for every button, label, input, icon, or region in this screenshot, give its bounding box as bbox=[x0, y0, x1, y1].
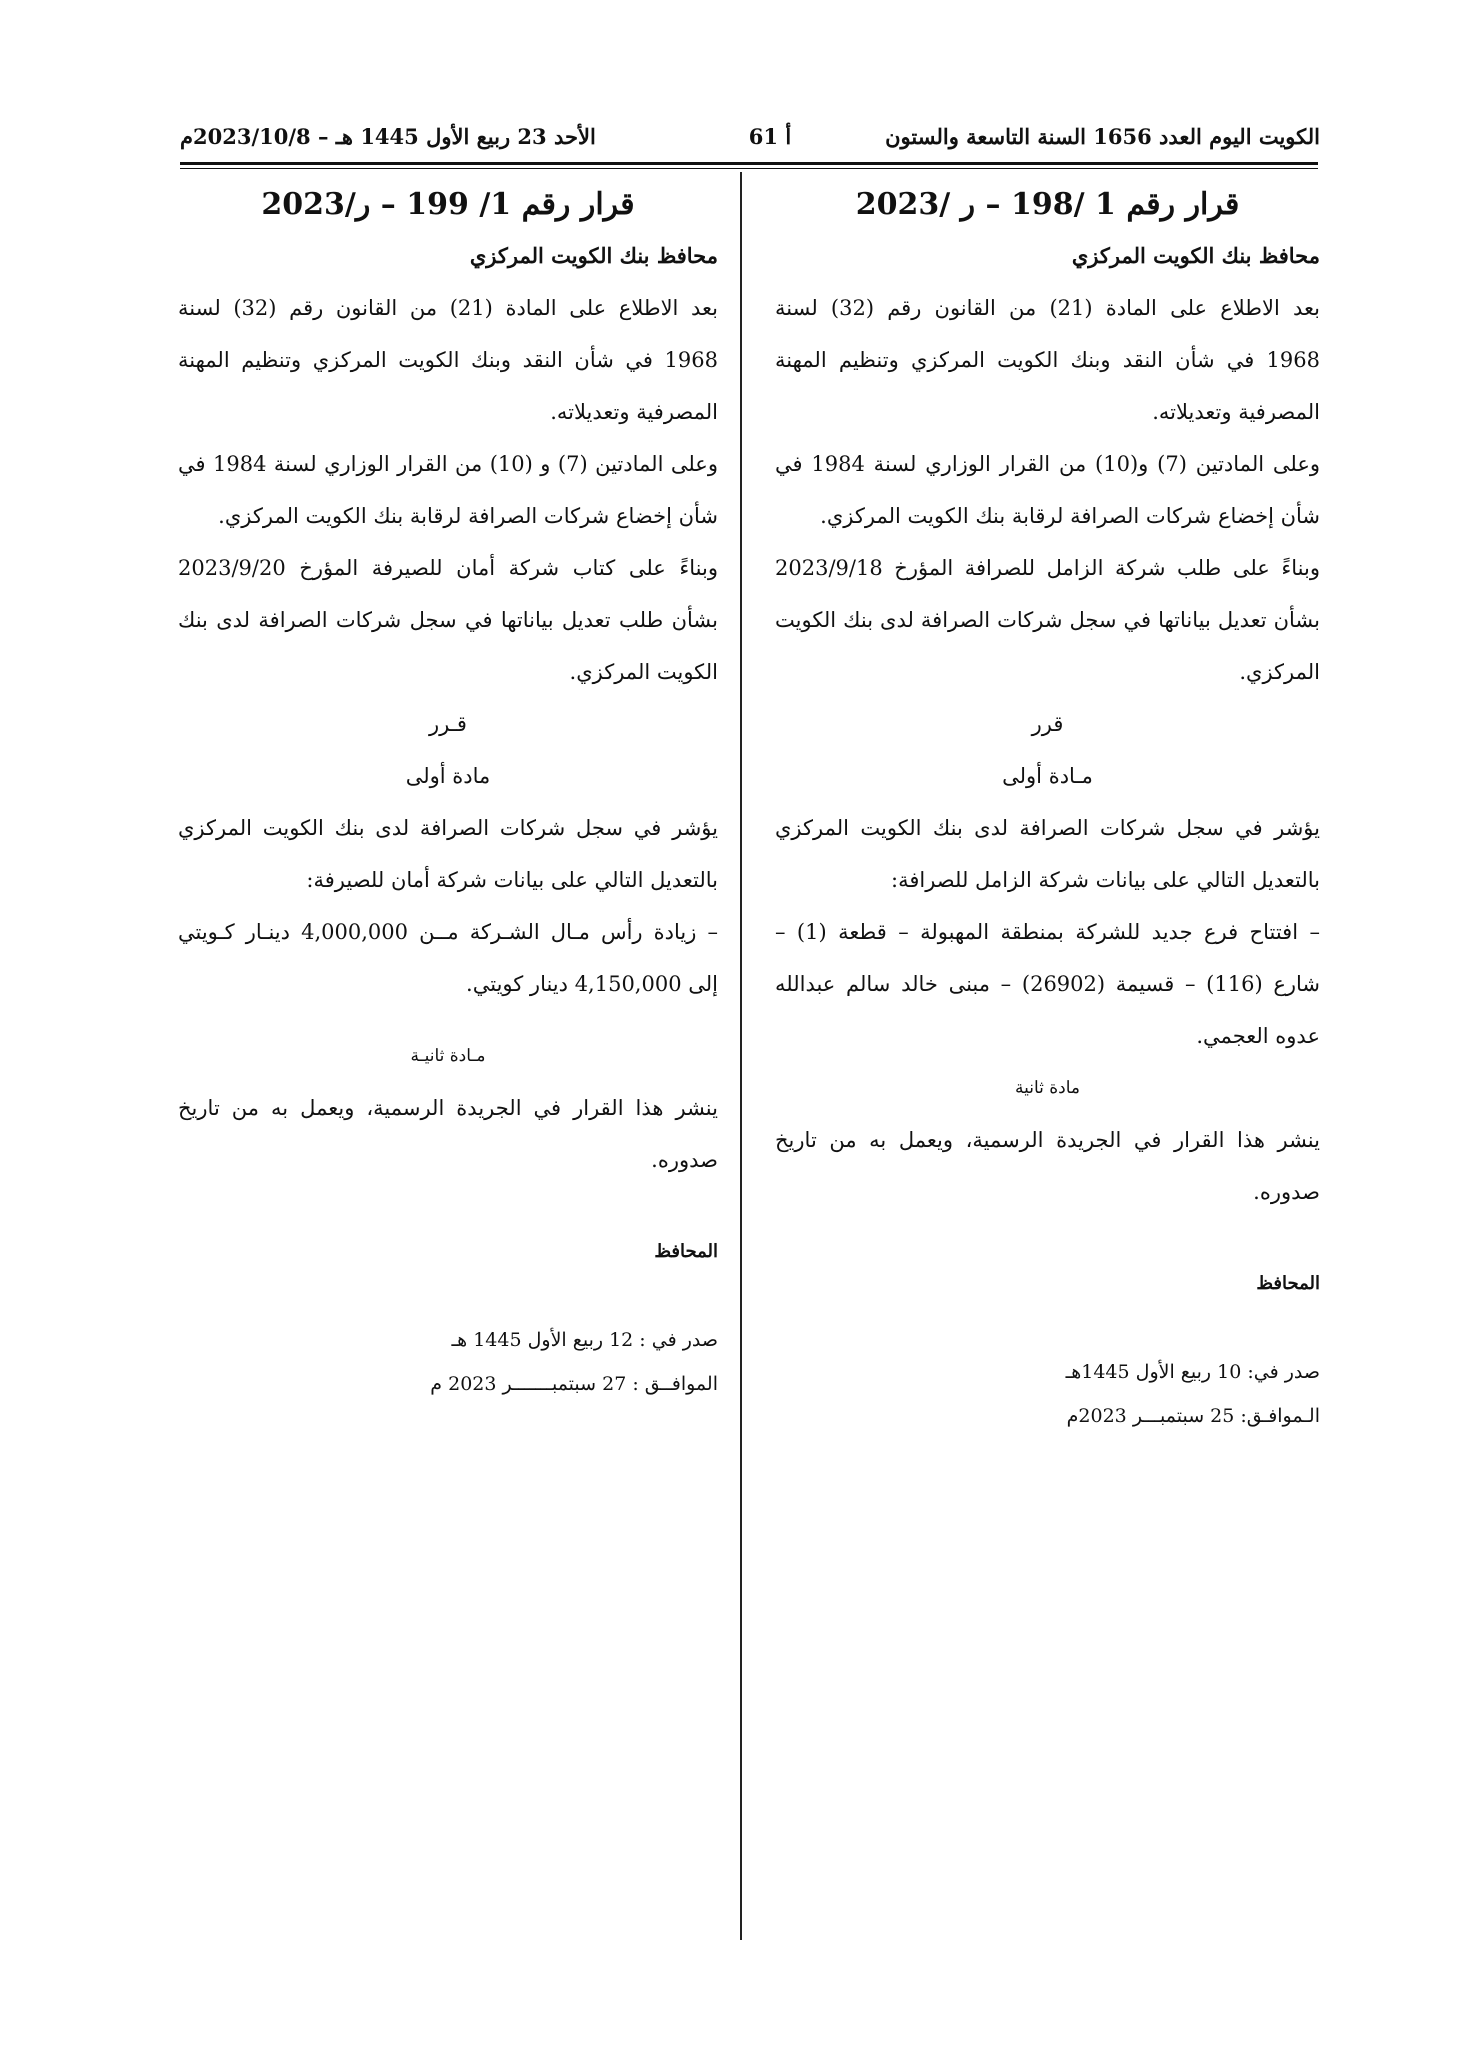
article-1-body: يؤشر في سجل شركات الصرافة لدى بنك الكويت المركزي بالتعديل التالي على بيانات شركة الزامل للصرافة: bbox=[775, 816, 1320, 892]
preamble-paragraph-2: وعلى المادتين (7) و (10) من القرار الوزاري لسنة 1984 في شأن إخضاع شركات الصرافة لرقابة بنك الكويت المركزي. bbox=[178, 452, 718, 528]
decided-heading: قـرر bbox=[429, 712, 467, 736]
gazette-issue-info: الكويت اليوم العدد 1656 السنة التاسعة والستون bbox=[885, 124, 1320, 149]
header-rule-thin bbox=[180, 168, 1318, 169]
issuer: محافظ بنك الكويت المركزي bbox=[1071, 243, 1320, 268]
corresponding-date: الـموافـق: 25 سبتمبـــر 2023م bbox=[1066, 1405, 1320, 1427]
decision-198-column bbox=[775, 180, 1320, 1438]
column-divider bbox=[740, 172, 742, 1940]
issued-date: صدر في: 10 ربيع الأول 1445هـ bbox=[1065, 1361, 1320, 1383]
article-2-body: ينشر هذا القرار في الجريدة الرسمية، ويعمل به من تاريخ صدوره. bbox=[775, 1128, 1320, 1204]
preamble-paragraph-3: وبناءً على كتاب شركة أمان للصيرفة المؤرخ 2023/9/20 بشأن طلب تعديل بياناتها في سجل شركات الصرافة لدى بنك الكويت المركزي. bbox=[178, 556, 718, 684]
decided-heading: قرر bbox=[1031, 712, 1064, 736]
decision-title: قرار رقم 1 /198 – ر /2023 bbox=[855, 187, 1240, 222]
preamble-paragraph-3: وبناءً على طلب شركة الزامل للصرافة المؤرخ 2023/9/18 بشأن تعديل بياناتها في سجل شركات الصرافة لدى بنك الكويت المركزي. bbox=[775, 556, 1320, 684]
issue-date: الأحد 23 ربيع الأول 1445 هـ – 2023/10/8م bbox=[180, 124, 596, 149]
article-2-body: ينشر هذا القرار في الجريدة الرسمية، ويعمل به من تاريخ صدوره. bbox=[178, 1096, 718, 1172]
page-number: أ 61 bbox=[748, 124, 792, 149]
article-1-title: مـادة أولى bbox=[1002, 764, 1093, 788]
article-2-title: مـادة ثانيـة bbox=[410, 1046, 486, 1066]
article-2-title: مادة ثانية bbox=[1014, 1078, 1081, 1098]
issuer: محافظ بنك الكويت المركزي bbox=[469, 243, 718, 268]
decision-title: قرار رقم 1/ 199 – ر/2023 bbox=[261, 187, 635, 222]
issued-date: صدر في : 12 ربيع الأول 1445 هـ bbox=[451, 1329, 718, 1351]
corresponding-date: الموافــق : 27 سبتمبـــــــر 2023 م bbox=[430, 1373, 718, 1395]
signer: المحافظ bbox=[1256, 1273, 1320, 1294]
decision-199-column bbox=[178, 180, 718, 1406]
article-1-body: يؤشر في سجل شركات الصرافة لدى بنك الكويت المركزي بالتعديل التالي على بيانات شركة أمان للصيرفة: bbox=[178, 816, 718, 892]
article-1-item: – افتتاح فرع جديد للشركة بمنطقة المهبولة – قطعة (1) – شارع (116) – قسيمة (26902) – مبنى خالد سالم عبدالله عدوه العجمي. bbox=[775, 920, 1321, 1048]
header-rule-thick bbox=[180, 162, 1318, 165]
article-1-item: – زيادة رأس مـال الشـركة مــن 4,000,000 دينـار كـويتي إلى 4,150,000 دينار كويتي. bbox=[178, 920, 718, 996]
signer: المحافظ bbox=[654, 1241, 718, 1262]
page-header bbox=[180, 120, 1320, 156]
preamble-paragraph-2: وعلى المادتين (7) و(10) من القرار الوزاري لسنة 1984 في شأن إخضاع شركات الصرافة لرقابة بنك الكويت المركزي. bbox=[775, 452, 1321, 528]
preamble-paragraph-1: بعد الاطلاع على المادة (21) من القانون رقم (32) لسنة 1968 في شأن النقد وبنك الكويت المركزي وتنظيم المهنة المصرفية وتعديلاته. bbox=[775, 296, 1320, 424]
article-1-title: مادة أولى bbox=[405, 764, 491, 788]
preamble-paragraph-1: بعد الاطلاع على المادة (21) من القانون رقم (32) لسنة 1968 في شأن النقد وبنك الكويت المركزي وتنظيم المهنة المصرفية وتعديلاته. bbox=[178, 296, 718, 424]
